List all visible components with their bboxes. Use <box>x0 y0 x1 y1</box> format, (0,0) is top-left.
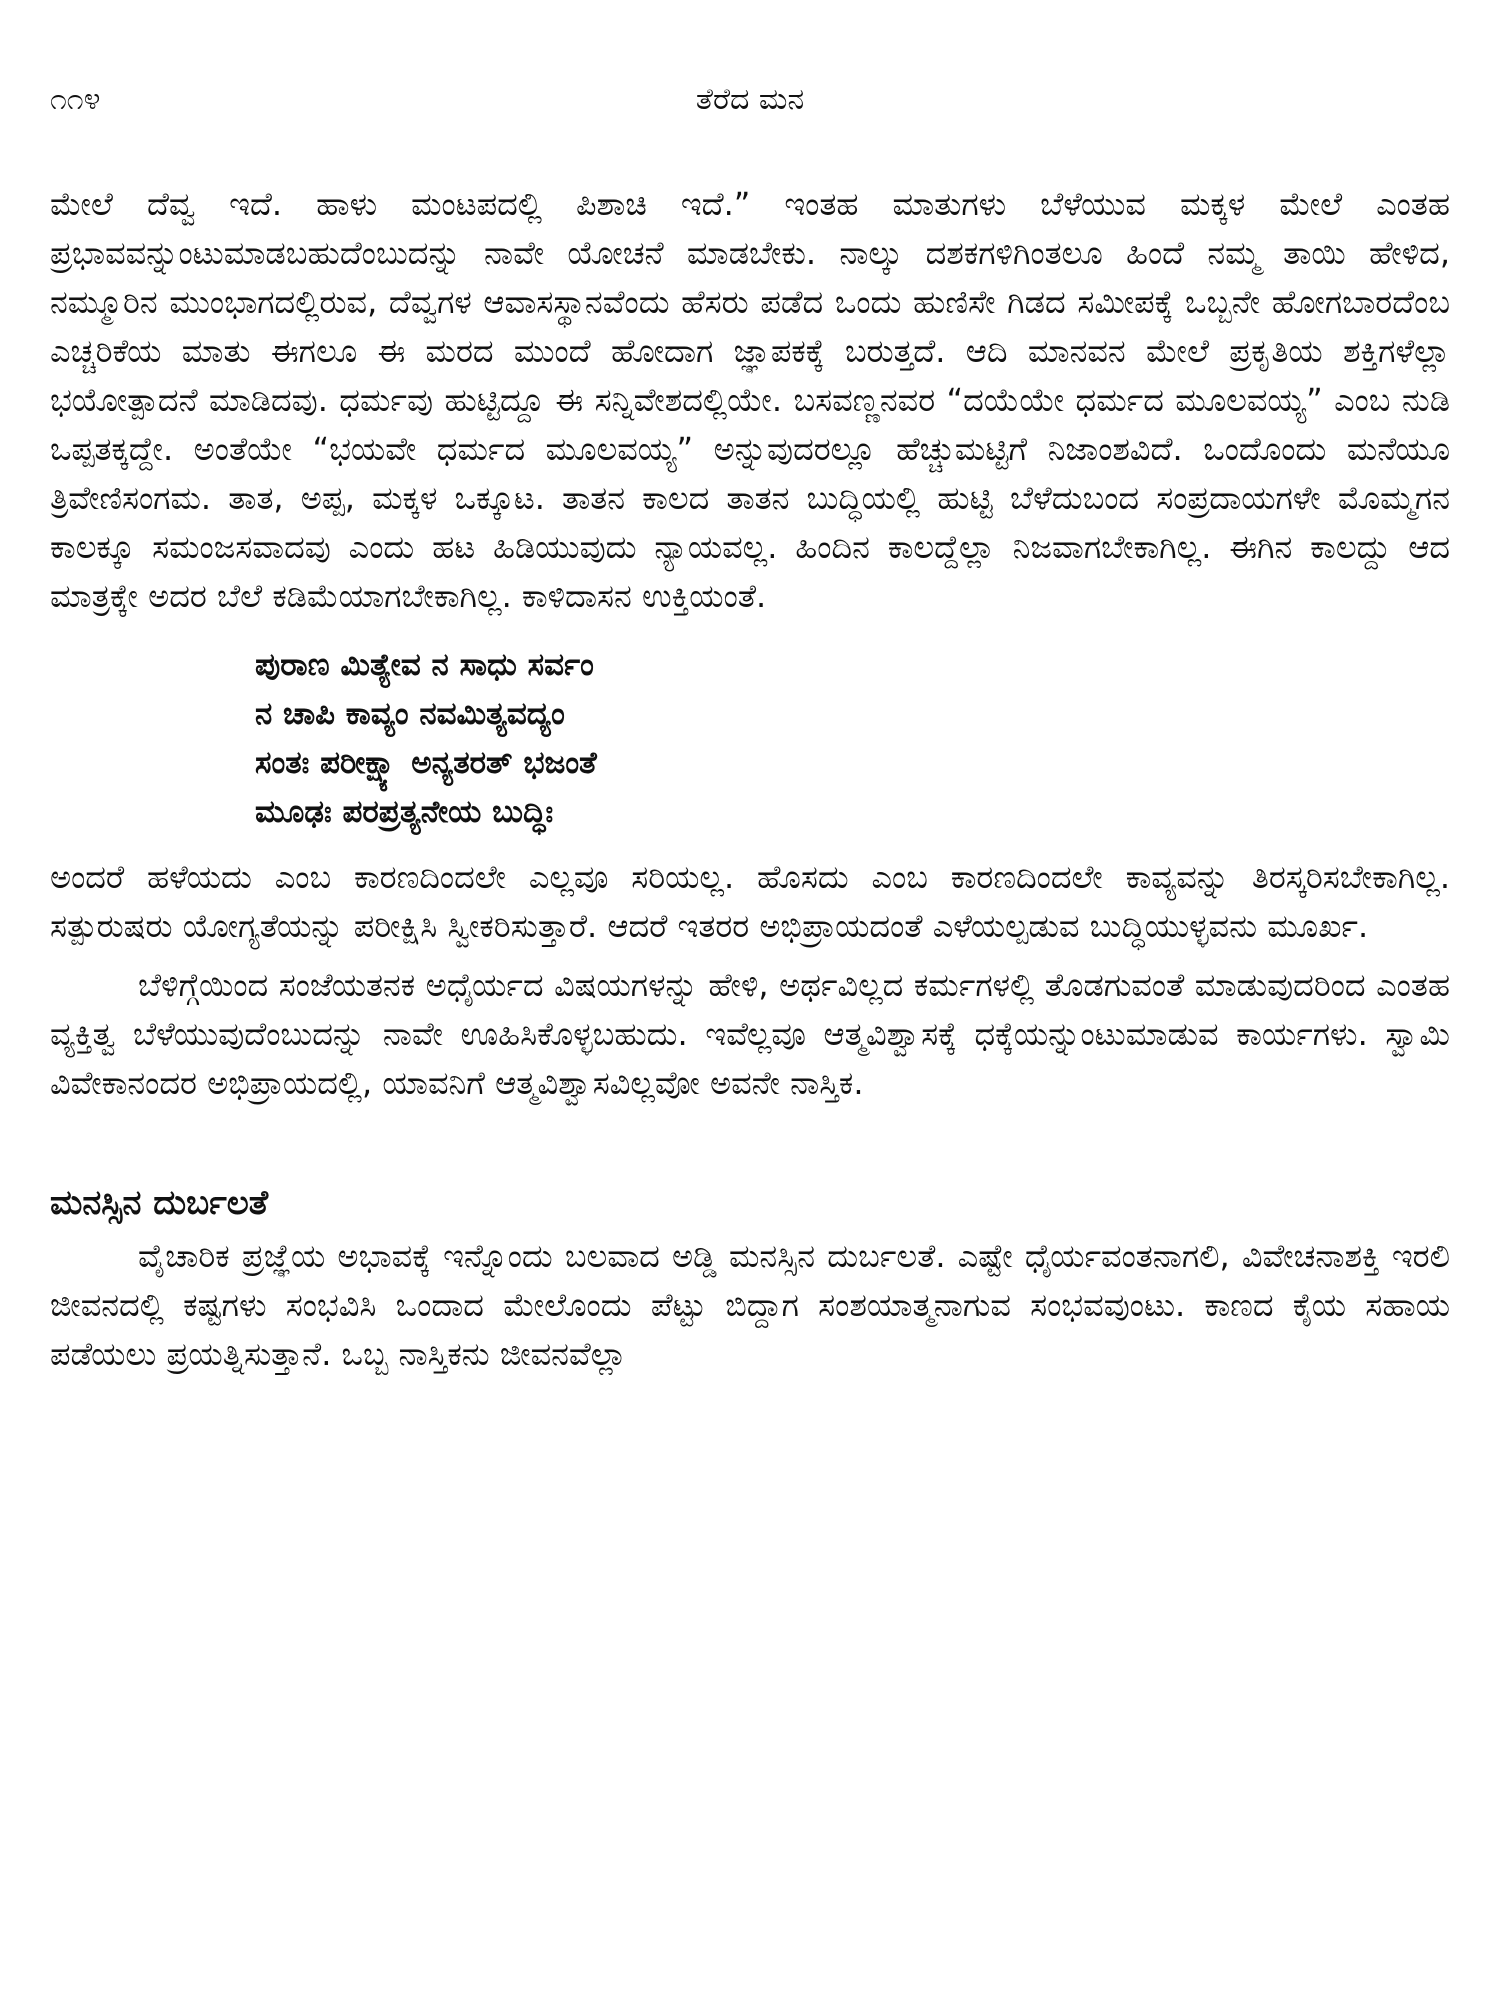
paragraph-3: ಬೆಳಿಗ್ಗೆಯಿಂದ ಸಂಜೆಯತನಕ ಅಧೈರ್ಯದ ವಿಷಯಗಳನ್ನು ಹೇಳಿ, ಅರ್ಥವಿಲ್ಲದ ಕರ್ಮಗಳಲ್ಲಿ ತೊಡಗುವಂತೆ ಮಾಡುವುದರಿಂದ ಎಂತಹ ವ್ಯಕ್ತಿತ್ವ ಬೆಳೆಯುವುದೆಂಬುದನ್ನು ನಾವೇ ಊಹಿಸಿಕೊಳ್ಳಬಹುದು. ಇವೆಲ್ಲವೂ ಆತ್ಮವಿಶ್ವಾಸಕ್ಕೆ ಧಕ್ಕೆಯನ್ನುಂಟುಮಾಡುವ ಕಾರ್ಯಗಳು. ಸ್ವಾಮಿ ವಿವೇಕಾನಂದರ ಅಭಿಪ್ರಾಯದಲ್ಲಿ, ಯಾವನಿಗೆ ಆತ್ಮವಿಶ್ವಾಸವಿಲ್ಲವೋ ಅವನೇ ನಾಸ್ತಿಕ. <box>50 966 1450 1102</box>
book-page <box>50 70 1450 1970</box>
verse-line-1: ಪುರಾಣ ಮಿತ್ಯೇವ ನ ಸಾಧು ಸರ್ವಂ <box>255 647 594 683</box>
paragraph-2: ಅಂದರೆ ಹಳೆಯದು ಎಂಬ ಕಾರಣದಿಂದಲೇ ಎಲ್ಲವೂ ಸರಿಯಲ್ಲ. ಹೊಸದು ಎಂಬ ಕಾರಣದಿಂದಲೇ ಕಾವ್ಯವನ್ನು ತಿರಸ್ಕರಿಸಬೇಕಾಗಿಲ್ಲ. ಸತ್ಪುರುಷರು ಯೋಗ್ಯತೆಯನ್ನು ಪರೀಕ್ಷಿಸಿ ಸ್ವೀಕರಿಸುತ್ತಾರೆ. ಆದರೆ ಇತರರ ಅಭಿಪ್ರಾಯದಂತೆ ಎಳೆಯಲ್ಪಡುವ ಬುದ್ಧಿಯುಳ್ಳವನು ಮೂರ್ಖ. <box>50 858 1450 945</box>
section-heading: ಮನಸ್ಸಿನ ದುರ್ಬಲತೆ <box>50 1183 269 1223</box>
verse-line-4: ಮೂಢಃ ಪರಪ್ರತ್ಯನೇಯ ಬುದ್ಧಿಃ <box>255 794 554 830</box>
sanskrit-verse <box>255 641 1450 837</box>
verse-line-2: ನ ಚಾಪಿ ಕಾವ್ಯಂ ನವಮಿತ್ಯವದ್ಯಂ <box>255 696 565 732</box>
page-number: ೧೧೪ <box>50 82 101 117</box>
paragraph-4: ವೈಚಾರಿಕ ಪ್ರಜ್ಞೆಯ ಅಭಾವಕ್ಕೆ ಇನ್ನೊಂದು ಬಲವಾದ ಅಡ್ಡಿ ಮನಸ್ಸಿನ ದುರ್ಬಲತೆ. ಎಷ್ಟೇ ಧೈರ್ಯವಂತನಾಗಲಿ, ವಿವೇಚನಾಶಕ್ತಿ ಇರಲಿ ಜೀವನದಲ್ಲಿ ಕಷ್ಟಗಳು ಸಂಭವಿಸಿ ಒಂದಾದ ಮೇಲೊಂದು ಪೆಟ್ಟು ಬಿದ್ದಾಗ ಸಂಶಯಾತ್ಮನಾಗುವ ಸಂಭವವುಂಟು. ಕಾಣದ ಕೈಯ ಸಹಾಯ ಪಡೆಯಲು ಪ್ರಯತ್ನಿಸುತ್ತಾನೆ. ಒಬ್ಬ ನಾಸ್ತಿಕನು ಜೀವನವೆಲ್ಲಾ <box>50 1237 1450 1373</box>
body-text <box>50 180 1450 1379</box>
book-title: ತೆರೆದ ಮನ <box>695 82 805 117</box>
verse-line-3: ಸಂತಃ ಪರೀಕ್ಷ್ಯಾ ಅನ್ಯತರತ್ ಭಜಂತೆ <box>255 745 597 781</box>
running-head <box>50 70 1450 130</box>
paragraph-1: ಮೇಲೆ ದೆವ್ವ ಇದೆ. ಹಾಳು ಮಂಟಪದಲ್ಲಿ ಪಿಶಾಚಿ ಇದೆ.” ಇಂತಹ ಮಾತುಗಳು ಬೆಳೆಯುವ ಮಕ್ಕಳ ಮೇಲೆ ಎಂತಹ ಪ್ರಭಾವವನ್ನುಂಟುಮಾಡಬಹುದೆಂಬುದನ್ನು ನಾವೇ ಯೋಚನೆ ಮಾಡಬೇಕು. ನಾಲ್ಕು ದಶಕಗಳಿಗಿಂತಲೂ ಹಿಂದೆ ನಮ್ಮ ತಾಯಿ ಹೇಳಿದ, ನಮ್ಮೂರಿನ ಮುಂಭಾಗದಲ್ಲಿರುವ, ದೆವ್ವಗಳ ಆವಾಸಸ್ಥಾನವೆಂದು ಹೆಸರು ಪಡೆದ ಒಂದು ಹುಣಿಸೇ ಗಿಡದ ಸಮೀಪಕ್ಕೆ ಒಬ್ಬನೇ ಹೋಗಬಾರದೆಂಬ ಎಚ್ಚರಿಕೆಯ ಮಾತು ಈಗಲೂ ಈ ಮರದ ಮುಂದೆ ಹೋದಾಗ ಜ್ಞಾಪಕಕ್ಕೆ ಬರುತ್ತದೆ. ಆದಿ ಮಾನವನ ಮೇಲೆ ಪ್ರಕೃತಿಯ ಶಕ್ತಿಗಳೆಲ್ಲಾ ಭಯೋತ್ಪಾದನೆ ಮಾಡಿದವು. ಧರ್ಮವು ಹುಟ್ಟಿದ್ದೂ ಈ ಸನ್ನಿವೇಶದಲ್ಲಿಯೇ. ಬಸವಣ್ಣನವರ “ದಯೆಯೇ ಧರ್ಮದ ಮೂಲವಯ್ಯ” ಎಂಬ ನುಡಿ ಒಪ್ಪತಕ್ಕದ್ದೇ. ಅಂತೆಯೇ “ಭಯವೇ ಧರ್ಮದ ಮೂಲವಯ್ಯ” ಅನ್ನುವುದರಲ್ಲೂ ಹೆಚ್ಚುಮಟ್ಟಿಗೆ ನಿಜಾಂಶವಿದೆ. ಒಂದೊಂದು ಮನೆಯೂ ತ್ರಿವೇಣಿಸಂಗಮ. ತಾತ, ಅಪ್ಪ, ಮಕ್ಕಳ ಒಕ್ಕೂಟ. ತಾತನ ಕಾಲದ ತಾತನ ಬುದ್ಧಿಯಲ್ಲಿ ಹುಟ್ಟಿ ಬೆಳೆದುಬಂದ ಸಂಪ್ರದಾಯಗಳೇ ಮೊಮ್ಮಗನ ಕಾಲಕ್ಕೂ ಸಮಂಜಸವಾದವು ಎಂದು ಹಟ ಹಿಡಿಯುವುದು ನ್ಯಾಯವಲ್ಲ. ಹಿಂದಿನ ಕಾಲದ್ದೆಲ್ಲಾ ನಿಜವಾಗಬೇಕಾಗಿಲ್ಲ. ಈಗಿನ ಕಾಲದ್ದು ಆದ ಮಾತ್ರಕ್ಕೇ ಅದರ ಬೆಲೆ ಕಡಿಮೆಯಾಗಬೇಕಾಗಿಲ್ಲ. ಕಾಳಿದಾಸನ ಉಕ್ತಿಯಂತೆ. <box>50 185 1450 615</box>
